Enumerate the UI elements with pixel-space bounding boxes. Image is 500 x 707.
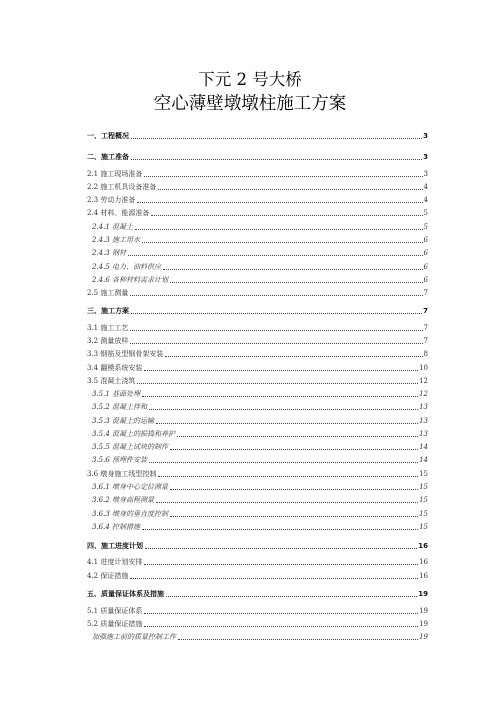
toc-leader-dots	[144, 175, 422, 177]
toc-entry-label: 2.3 劳动力准备	[87, 196, 136, 204]
toc-entry-label: 2.2 施工机具设备准备	[87, 183, 157, 191]
toc-leader-dots	[144, 369, 418, 371]
toc-page-number: 19	[418, 590, 428, 598]
toc-page-number: 14	[419, 443, 428, 451]
toc-leader-dots	[158, 188, 422, 190]
toc-entry[interactable]	[87, 182, 428, 192]
doc-title-line2: 空心薄壁墩墩柱施工方案	[153, 94, 347, 114]
toc-entry[interactable]	[92, 632, 428, 642]
toc-leader-dots	[128, 254, 422, 256]
toc-page-number: 15	[419, 510, 428, 518]
toc-leader-dots	[144, 563, 418, 565]
toc-page-number: 16	[419, 572, 428, 580]
toc-page-number: 10	[419, 364, 428, 372]
toc-leader-dots	[156, 422, 418, 424]
toc-entry-label: 3.5.6 预埋件安装	[92, 456, 148, 464]
toc-entry[interactable]	[92, 455, 428, 465]
toc-entry-label: 2.4 材料、能源准备	[87, 209, 150, 217]
toc-entry[interactable]	[87, 376, 428, 386]
toc-leader-dots	[144, 625, 418, 627]
toc-leader-dots	[178, 638, 418, 640]
toc-leader-dots	[149, 408, 418, 410]
toc-page-number: 3	[423, 153, 428, 161]
toc-leader-dots	[131, 137, 422, 139]
toc-page-number: 6	[423, 263, 428, 271]
toc-leader-dots	[137, 382, 418, 384]
toc-entry[interactable]	[92, 442, 428, 452]
toc-entry[interactable]	[87, 363, 428, 373]
toc-page-number: 15	[419, 470, 428, 478]
toc-entry-label: 5.2 质量保证措施	[87, 620, 143, 628]
toc-leader-dots	[131, 158, 422, 160]
toc-page-number: 19	[419, 633, 428, 641]
toc-page-number: 5	[423, 209, 428, 217]
toc-leader-dots	[131, 312, 422, 314]
toc-page-number: 19	[419, 607, 428, 615]
toc-entry-label: 加强施工前的质量控制工作	[92, 633, 176, 641]
toc-page-number: 12	[419, 390, 428, 398]
toc-entry[interactable]	[87, 557, 428, 567]
toc-entry-label: 4.2 保证措施	[87, 572, 129, 580]
toc-entry[interactable]	[87, 208, 428, 218]
toc-entry-label: 3.5.5 混凝土试块的制作	[92, 443, 169, 451]
toc-entry-label: 二、施工准备	[87, 153, 129, 161]
toc-entry[interactable]	[92, 262, 428, 272]
toc-entry[interactable]	[92, 275, 428, 285]
toc-page-number: 19	[419, 620, 428, 628]
toc-entry[interactable]	[92, 389, 428, 399]
toc-entry[interactable]	[87, 195, 428, 205]
toc-entry-label: 3.5.2 混凝土拌和	[92, 403, 148, 411]
toc-entry[interactable]	[87, 152, 428, 162]
toc-entry-label: 2.4.5 电力、油料供应	[92, 263, 162, 271]
toc-leader-dots	[130, 577, 418, 579]
toc-page-number: 3	[423, 132, 428, 140]
toc-page-number: 16	[419, 558, 428, 566]
toc-entry[interactable]	[92, 509, 428, 519]
toc-leader-dots	[170, 448, 418, 450]
toc-leader-dots	[130, 329, 422, 331]
toc-leader-dots	[149, 461, 418, 463]
toc-entry[interactable]	[87, 589, 428, 599]
toc-entry-label: 2.4.1 混凝土	[92, 223, 134, 231]
toc-page-number: 7	[423, 337, 428, 345]
toc-entry-label: 2.5 施工测量	[87, 289, 129, 297]
toc-entry[interactable]	[92, 402, 428, 412]
toc-leader-dots	[142, 528, 418, 530]
toc-page-number: 14	[419, 456, 428, 464]
toc-page-number: 7	[423, 307, 428, 315]
toc-entry[interactable]	[92, 482, 428, 492]
toc-entry[interactable]	[87, 349, 428, 359]
toc-entry[interactable]	[87, 541, 428, 551]
toc-entry[interactable]	[87, 606, 428, 616]
toc-entry-label: 3.3 钢筋及型钢骨架安装	[87, 350, 164, 358]
toc-entry[interactable]	[92, 522, 428, 532]
toc-entry-label: 3.5.4 混凝土的振捣和养护	[92, 430, 176, 438]
toc-leader-dots	[177, 435, 418, 437]
toc-leader-dots	[130, 342, 422, 344]
toc-entry[interactable]	[92, 235, 428, 245]
toc-entry[interactable]	[92, 222, 428, 232]
toc-page-number: 7	[423, 289, 428, 297]
toc-leader-dots	[170, 515, 418, 517]
toc-entry-label: 3.6.1 墩身中心定位测量	[92, 483, 169, 491]
toc-page-number: 3	[423, 170, 428, 178]
toc-entry-label: 一、工程概况	[87, 132, 129, 140]
toc-entry[interactable]	[87, 469, 428, 479]
toc-leader-dots	[165, 355, 422, 357]
toc-page-number: 13	[419, 417, 428, 425]
toc-entry-label: 2.4.3 施工用水	[92, 236, 141, 244]
toc-leader-dots	[144, 612, 418, 614]
toc-entry-label: 2.4.6 各种材料需求计划	[92, 276, 169, 284]
toc-entry-label: 3.5.3 混凝土的运输	[92, 417, 155, 425]
toc-entry[interactable]	[87, 323, 428, 333]
toc-page-number: 15	[419, 523, 428, 531]
toc-page-number: 5	[423, 223, 428, 231]
toc-page-number: 7	[423, 324, 428, 332]
toc-leader-dots	[135, 228, 422, 230]
toc-entry-label: 4.1 进度计划安排	[87, 558, 143, 566]
toc-page-number: 12	[419, 377, 428, 385]
toc-page-number: 4	[423, 196, 428, 204]
toc-leader-dots	[158, 475, 418, 477]
toc-page-number: 6	[423, 236, 428, 244]
toc-leader-dots	[142, 395, 418, 397]
doc-title-line1: 下元 2 号大桥	[198, 70, 302, 89]
toc-entry-label: 3.6.2 墩身高程测量	[92, 496, 155, 504]
toc-leader-dots	[170, 281, 422, 283]
toc-entry[interactable]	[87, 306, 428, 316]
toc-page-number: 13	[419, 430, 428, 438]
toc-leader-dots	[170, 488, 418, 490]
toc-leader-dots	[151, 214, 422, 216]
toc-entry[interactable]	[87, 288, 428, 298]
toc-entry[interactable]	[87, 131, 428, 141]
toc-entry-label: 3.5.1 基面处理	[92, 390, 141, 398]
toc-page-number: 16	[418, 542, 428, 550]
toc-entry-label: 2.4.3 钢材	[92, 249, 127, 257]
toc-page-number: 15	[419, 496, 428, 504]
toc-entry-label: 三、施工方案	[87, 307, 129, 315]
toc-entry-label: 5.1 质量保证体系	[87, 607, 143, 615]
toc-entry-label: 3.2 测量放样	[87, 337, 129, 345]
toc-entry-label: 2.1 施工现场准备	[87, 170, 143, 178]
toc-entry-label: 3.5 混凝土浇筑	[87, 377, 136, 385]
toc-entry-label: 3.1 施工工艺	[87, 324, 129, 332]
toc-entry-label: 3.4 翻模系统安装	[87, 364, 143, 372]
toc-leader-dots	[145, 547, 417, 549]
toc-leader-dots	[137, 201, 422, 203]
toc-leader-dots	[156, 501, 418, 503]
toc-entry-label: 3.6.4 控制措施	[92, 523, 141, 531]
toc-entry-label: 五、质量保证体系及措施	[87, 590, 164, 598]
toc-entry[interactable]	[87, 619, 428, 629]
toc-leader-dots	[142, 241, 422, 243]
toc-entry-label: 四、施工进度计划	[87, 542, 143, 550]
toc-page-number: 13	[419, 403, 428, 411]
toc-entry[interactable]	[87, 169, 428, 179]
toc-leader-dots	[163, 268, 422, 270]
toc-entry[interactable]	[87, 336, 428, 346]
toc-entry-label: 3.6.3 墩身的垂直度控制	[92, 510, 169, 518]
toc-leader-dots	[166, 595, 417, 597]
toc-entry-label: 3.6 墩身施工线型控制	[87, 470, 157, 478]
toc-page-number: 15	[419, 483, 428, 491]
toc-page-number: 6	[423, 276, 428, 284]
toc-entry[interactable]	[87, 571, 428, 581]
toc-page-number: 6	[423, 249, 428, 257]
toc-entry[interactable]	[92, 495, 428, 505]
toc-entry[interactable]	[92, 248, 428, 258]
toc-page-number: 8	[423, 350, 428, 358]
toc-entry[interactable]	[92, 429, 428, 439]
toc-page-number: 4	[423, 183, 428, 191]
toc-entry[interactable]	[92, 416, 428, 426]
toc-leader-dots	[130, 294, 422, 296]
